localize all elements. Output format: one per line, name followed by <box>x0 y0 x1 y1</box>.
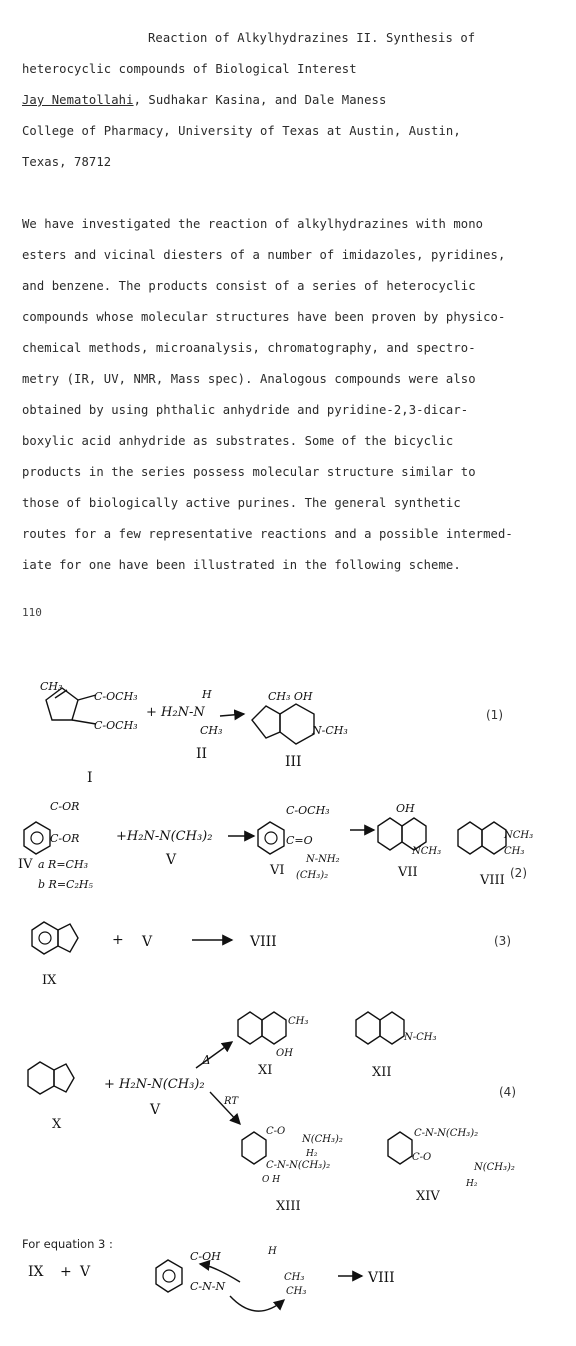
compound-label-VIII-ref: VIII <box>250 934 277 950</box>
reagent-text: + H₂N-N(CH₃)₂ <box>104 1077 205 1092</box>
compound-VIII <box>458 822 533 888</box>
substituent-text: CH₃ <box>286 1286 307 1297</box>
affiliation-line-1: College of Pharmacy, University of Texas at Austin, Austin, <box>22 124 461 138</box>
reagent-text: + H₂N-N <box>146 705 205 720</box>
substituent-text: C-O <box>412 1152 432 1163</box>
presenting-author: Jay Nematollahi <box>22 93 134 107</box>
abstract-line: routes for a few representative reactions and a possible intermed- <box>22 527 513 541</box>
substituent-text: C-OCH₃ <box>286 804 330 817</box>
compound-label-XIII: XIII <box>276 1199 301 1214</box>
anhydride-ring <box>58 924 78 952</box>
abstract-line: and benzene. The products consist of a series of heterocyclic <box>22 279 476 293</box>
variant-b-text: b R=C₂H₅ <box>38 878 93 891</box>
anhydride-ring <box>54 1064 74 1092</box>
benzene-ring <box>458 822 482 854</box>
pyridazine-ring <box>380 1012 404 1044</box>
substituent-text: (CH₃)₂ <box>296 870 329 881</box>
substituent-text: C-OR <box>50 832 80 845</box>
page-number: 110 <box>22 606 42 619</box>
substituent-text: CH₃ <box>200 724 223 737</box>
abstract-line: We have investigated the reaction of alkylhydrazines with mono <box>22 217 484 231</box>
title-line-2: heterocyclic compounds of Biological Interest <box>22 62 357 76</box>
substituent-text: N-CH₃ <box>404 1032 437 1043</box>
compound-XIV <box>388 1128 515 1204</box>
substituent-text: NCH₃ <box>412 846 442 857</box>
compound-label-VIII: VIII <box>480 873 505 888</box>
affiliation-line-2: Texas, 78712 <box>22 155 112 169</box>
reaction-arrow <box>220 714 244 716</box>
compound-label-VII: VII <box>398 865 418 880</box>
compound-XI <box>238 1012 308 1078</box>
authors <box>22 93 386 107</box>
compound-IV <box>18 800 93 891</box>
compound-label-V-ref: V <box>80 1264 91 1280</box>
equation-number-3: (3) <box>494 934 511 948</box>
compound-label-XII: XII <box>372 1065 392 1080</box>
substituent-text: H₂ <box>466 1179 478 1189</box>
reaction-scheme <box>0 640 576 1346</box>
pyridine-ring <box>388 1132 412 1164</box>
abstract-line: boxylic acid anhydride as substrates. Some of the bicyclic <box>22 434 454 448</box>
pyridazinedione-ring <box>482 822 506 854</box>
pyridine-ring <box>238 1012 262 1044</box>
co-authors: , Sudhakar Kasina, and Dale Maness <box>133 93 387 107</box>
compound-VI <box>258 804 340 881</box>
substituent-text: CH₃ OH <box>268 690 313 703</box>
compound-label-IX-ref: IX <box>28 1264 44 1280</box>
substituent-text: CH₃ <box>504 846 525 857</box>
substituent-text: O H <box>262 1175 281 1185</box>
variant-a-text: a R=CH₃ <box>38 858 88 871</box>
compound-label-XI: XI <box>258 1063 273 1078</box>
equation-number-2: (2) <box>510 866 527 880</box>
substituent-text: H <box>268 1246 277 1257</box>
substituent-text: CH₃ <box>284 1272 305 1283</box>
condition-rt: RT <box>224 1096 239 1107</box>
pyridine-ring <box>28 1062 54 1094</box>
abstract-line: metry (IR, UV, NMR, Mass spec). Analogous compounds were also <box>22 372 476 386</box>
compound-IX <box>32 922 78 988</box>
reagent-text: +H₂N-N(CH₃)₂ <box>116 829 213 844</box>
abstract-line: esters and vicinal diesters of a number of imidazoles, pyridines, <box>22 248 506 262</box>
compound-I <box>40 680 138 786</box>
substituent-text: C-OH <box>190 1250 221 1263</box>
condition-heat: Δ <box>202 1053 211 1067</box>
benzene-ring <box>258 822 284 854</box>
benzene-ring <box>156 1260 182 1292</box>
compound-label-I: I <box>87 770 93 786</box>
benzene-ring <box>24 822 50 854</box>
substituent-text: C=O <box>286 834 313 847</box>
compound-label-II: II <box>196 746 208 762</box>
substituent-text: CH₃ <box>288 1016 309 1027</box>
substituent-text: CH₃ <box>40 680 63 693</box>
substituent-text: C-N-N(CH₃)₂ <box>414 1128 479 1139</box>
equation-number-1: (1) <box>486 708 503 722</box>
equation-number-4: (4) <box>499 1085 516 1099</box>
plus-sign: + <box>60 1264 72 1280</box>
compound-label-VI: VI <box>270 863 285 878</box>
title-line-1: Reaction of Alkylhydrazines II. Synthesis of <box>148 31 476 45</box>
substituent-text: C-OR <box>50 800 80 813</box>
compound-label-X: X <box>52 1117 62 1132</box>
pyridazine-ring <box>262 1012 286 1044</box>
substituent-text: N(CH₃)₂ <box>474 1162 515 1173</box>
compound-label-IX: IX <box>42 973 57 988</box>
abstract-line: obtained by using phthalic anhydride and pyridine-2,3-dicar- <box>22 403 469 417</box>
compound-X <box>28 1062 74 1132</box>
substituent-text: C-N-N <box>190 1280 226 1293</box>
substituent-text: N-NH₂ <box>306 854 340 865</box>
benzene-ring <box>32 922 58 954</box>
substituent-text: OH <box>396 802 415 815</box>
substituent-text: C-O <box>266 1126 286 1137</box>
abstract-line: compounds whose molecular structures have been proven by physico- <box>22 310 506 324</box>
compound-III <box>252 690 348 770</box>
substituent-text: OH <box>276 1048 293 1059</box>
compound-label-V-ref: V <box>150 1102 161 1118</box>
abstract-line: those of biologically active purines. The general synthetic <box>22 496 461 510</box>
plus-sign: + <box>112 932 124 948</box>
compound-XIII <box>242 1126 343 1214</box>
pyrimidine-ring <box>280 704 314 744</box>
substituent-text: H₂ <box>306 1149 318 1159</box>
equation-3-note-label: For equation 3 : <box>22 1237 113 1251</box>
electron-arrow <box>230 1296 284 1311</box>
substituent-text: C-OCH₃ <box>94 719 138 732</box>
abstract-line: products in the series possess molecular structure similar to <box>22 465 476 479</box>
compound-label-V-ref: V <box>142 934 153 950</box>
compound-label-XIV: XIV <box>416 1189 440 1204</box>
abstract-line: iate for one have been illustrated in the following scheme. <box>22 558 461 572</box>
substituent-text: NCH₃ <box>504 830 534 841</box>
intermediate-structure <box>156 1246 306 1311</box>
compound-label-III: III <box>285 754 302 770</box>
benzene-ring <box>378 818 402 850</box>
pyridine-ring <box>356 1012 380 1044</box>
compound-label-IV: IV <box>18 857 33 872</box>
abstract-line: chemical methods, microanalysis, chromatography, and spectro- <box>22 341 476 355</box>
substituent-text: C-OCH₃ <box>94 690 138 703</box>
compound-label-VIII-ref: VIII <box>368 1270 395 1286</box>
substituent-text: N-CH₃ <box>312 724 348 737</box>
substituent-text: C-N-N(CH₃)₂ <box>266 1160 331 1171</box>
substituent-text: H <box>202 688 212 701</box>
compound-label-V: V <box>166 852 177 868</box>
pyridine-ring <box>242 1132 266 1164</box>
substituent-text: N(CH₃)₂ <box>302 1134 343 1145</box>
compound-VII <box>378 802 441 880</box>
compound-XII <box>356 1012 437 1080</box>
imidazole-ring <box>252 706 280 738</box>
